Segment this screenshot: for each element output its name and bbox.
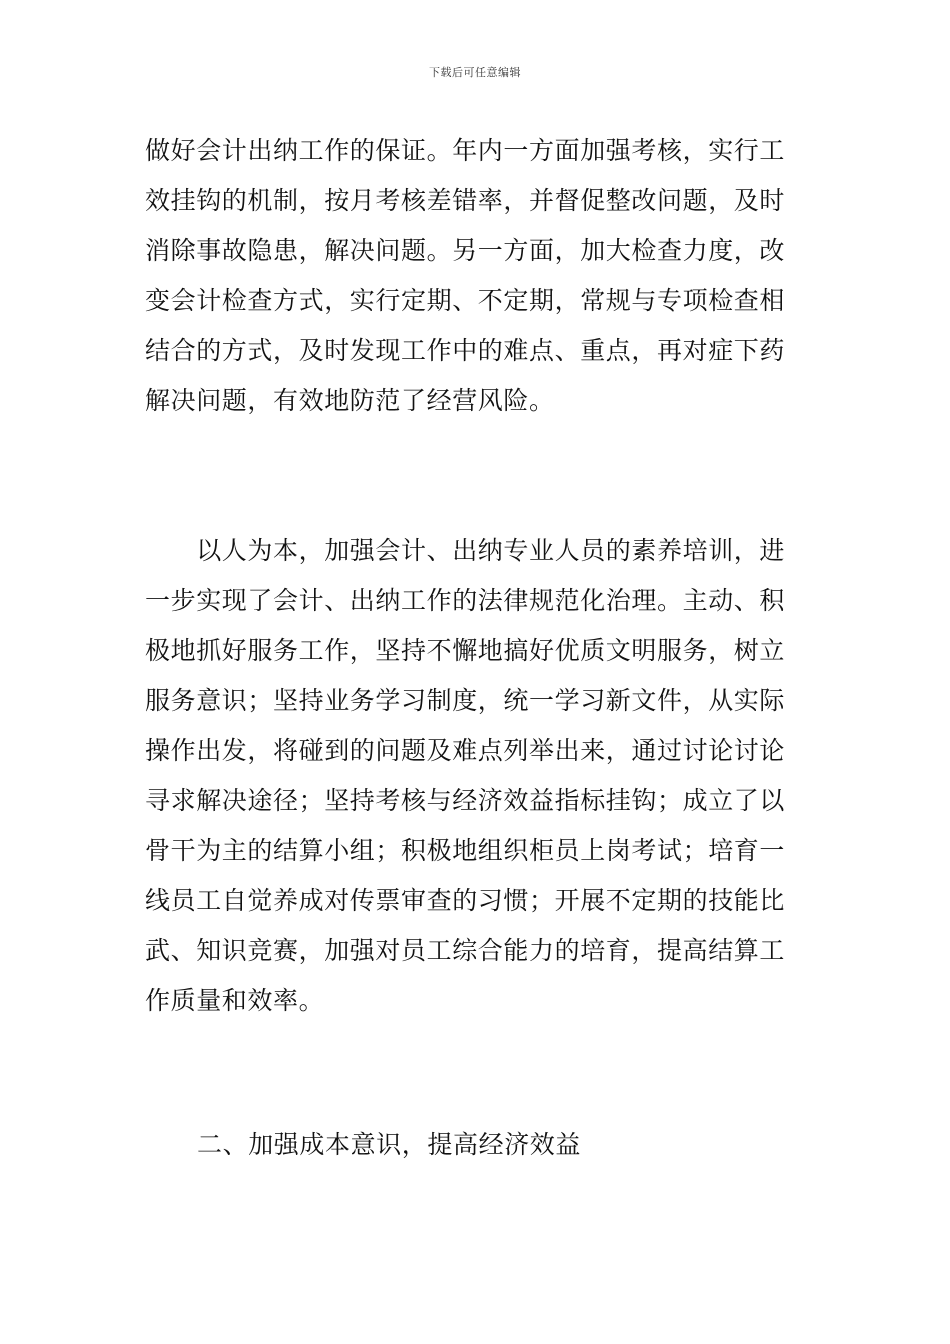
paragraph-line: 线员工自觉养成对传票审查的习惯；开展不定期的技能比 — [145, 886, 786, 915]
paragraph-line: 变会计检查方式，实行定期、不定期，常规与专项检查相 — [145, 286, 786, 315]
paragraph-line: 极地抓好服务工作，坚持不懈地搞好优质文明服务，树立 — [145, 636, 786, 665]
section-heading: 二、加强成本意识，提高经济效益 — [197, 1130, 582, 1159]
paragraph-line: 以人为本，加强会计、出纳专业人员的素养培训，进 — [145, 536, 786, 565]
paragraph-line: 作质量和效率。 — [145, 986, 325, 1015]
paragraph-line: 做好会计出纳工作的保证。年内一方面加强考核，实行工 — [145, 136, 786, 165]
paragraph-line: 武、知识竞赛，加强对员工综合能力的培育，提高结算工 — [145, 936, 786, 965]
paragraph-line: 寻求解决途径；坚持考核与经济效益指标挂钩；成立了以 — [145, 786, 786, 815]
paragraph-line: 服务意识；坚持业务学习制度，统一学习新文件，从实际 — [145, 686, 786, 715]
paragraph-line: 消除事故隐患，解决问题。另一方面，加大检查力度，改 — [145, 236, 786, 265]
paragraph-1 — [145, 126, 810, 426]
paragraph-line: 结合的方式，及时发现工作中的难点、重点，再对症下药 — [145, 336, 786, 365]
paragraph-line: 解决问题，有效地防范了经营风险。 — [145, 386, 555, 415]
paragraph-2 — [145, 526, 810, 1026]
paragraph-line: 操作出发，将碰到的问题及难点列举出来，通过讨论讨论 — [145, 736, 786, 765]
paragraph-line: 骨干为主的结算小组；积极地组织柜员上岗考试；培育一 — [145, 836, 786, 865]
paragraph-line: 一步实现了会计、出纳工作的法律规范化治理。主动、积 — [145, 586, 786, 615]
header-note: 下载后可任意编辑 — [429, 66, 521, 79]
paragraph-line: 效挂钩的机制，按月考核差错率，并督促整改问题，及时 — [145, 186, 786, 215]
